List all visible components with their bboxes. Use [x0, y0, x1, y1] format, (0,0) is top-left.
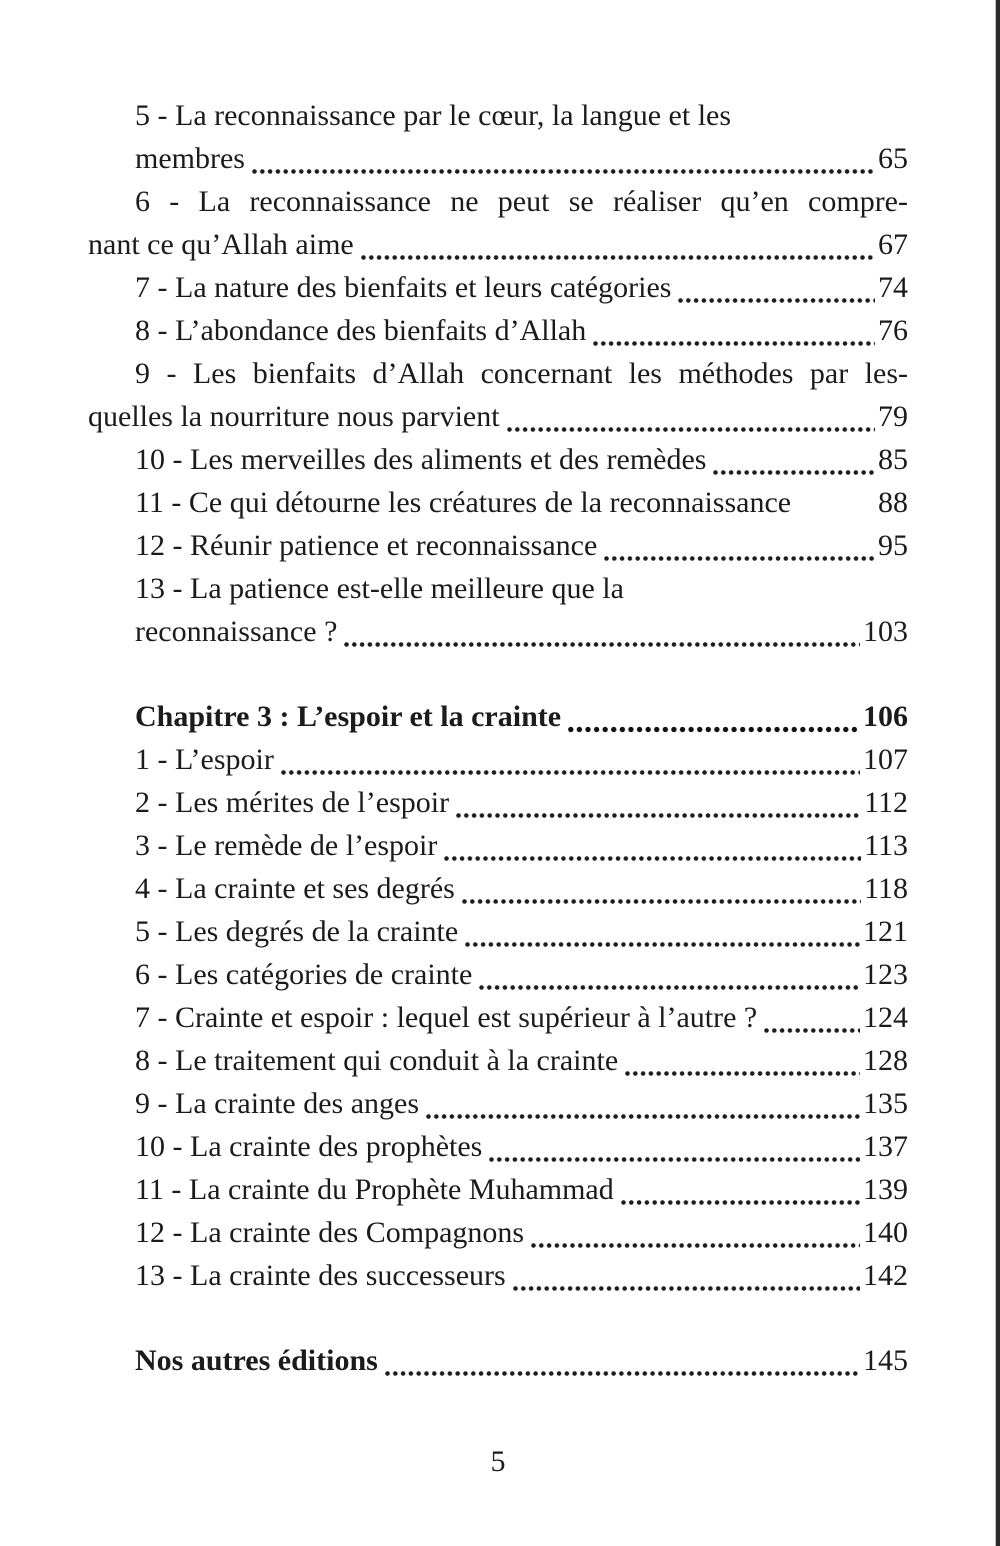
- dot-leader: [252, 167, 875, 176]
- toc-page-number: 76: [878, 314, 908, 347]
- toc-entry: [88, 266, 908, 309]
- dot-leader: [531, 1241, 860, 1250]
- toc-entry: [88, 996, 908, 1039]
- toc-entry: [88, 1254, 908, 1297]
- toc-entry-label: 8 - L’abondance des bienfaits d’Allah: [135, 314, 587, 347]
- toc-entry: [88, 137, 908, 180]
- toc-section-gap: [88, 653, 908, 695]
- toc-page-number: 128: [863, 1044, 908, 1077]
- toc-entry: [88, 481, 908, 524]
- dot-leader: [385, 1369, 860, 1378]
- toc-entry: [88, 223, 908, 266]
- toc-entry-label: 2 - Les mérites de l’espoir: [135, 786, 450, 819]
- toc-entry-label: reconnaissance ?: [135, 615, 338, 648]
- dot-leader: [798, 511, 875, 520]
- dot-leader: [281, 768, 860, 777]
- toc-entry: [88, 1082, 908, 1125]
- toc-entry-label: quelles la nourriture nous parvient: [88, 400, 500, 433]
- toc-page-number: 74: [878, 271, 908, 304]
- toc-entry: [88, 910, 908, 953]
- toc-page-number: 145: [863, 1344, 908, 1377]
- toc-entry-label: 1 - L’espoir: [135, 743, 274, 776]
- toc-entry: [88, 610, 908, 653]
- toc-page-number: 124: [863, 1001, 908, 1034]
- toc-page-number: 67: [878, 228, 908, 261]
- toc-line-text: 6 - La reconnaissance ne peut se réaliser qu’en compre-: [135, 185, 908, 218]
- toc-page-number: 113: [864, 829, 908, 862]
- toc-entry-label: 7 - Crainte et espoir : lequel est supérieur à l’autre ?: [135, 1001, 758, 1034]
- toc-entry-label: 10 - La crainte des prophètes: [135, 1130, 483, 1163]
- dot-leader: [593, 339, 875, 348]
- dot-leader: [678, 296, 875, 305]
- toc-entry: [88, 867, 908, 910]
- dot-leader: [489, 1155, 860, 1164]
- toc-page-number: 135: [863, 1087, 908, 1120]
- dot-leader: [764, 1026, 860, 1035]
- toc-entry: [88, 695, 908, 738]
- toc-page-number: 118: [864, 872, 908, 905]
- toc-entry: [88, 824, 908, 867]
- dot-leader: [426, 1112, 860, 1121]
- dot-leader: [462, 897, 861, 906]
- dot-leader: [621, 1198, 860, 1207]
- folio-page-number: 5: [490, 1445, 506, 1478]
- toc-entry-label: nant ce qu’Allah aime: [88, 228, 354, 261]
- toc-lines: [88, 94, 908, 1382]
- toc-page-number: 139: [863, 1173, 908, 1206]
- toc-page-number: 140: [863, 1216, 908, 1249]
- toc-section-gap: [88, 1297, 908, 1339]
- toc-entry-label: 9 - La crainte des anges: [135, 1087, 420, 1120]
- toc-page-number: 65: [878, 142, 908, 175]
- toc-page-number: 112: [864, 786, 908, 819]
- toc-entry-label: 8 - Le traitement qui conduit à la crainte: [135, 1044, 619, 1077]
- toc-entry-label: 10 - Les merveilles des aliments et des remèdes: [135, 443, 707, 476]
- dot-leader: [713, 468, 875, 477]
- toc-entry: [88, 1211, 908, 1254]
- toc-entry-label: 11 - La crainte du Prophète Muhammad: [135, 1173, 614, 1206]
- toc-entry: [88, 309, 908, 352]
- toc-page-number: 85: [878, 443, 908, 476]
- toc-entry-label: membres: [135, 142, 245, 175]
- toc-entry: [88, 1339, 908, 1382]
- toc-entry-label: 12 - La crainte des Compagnons: [135, 1216, 525, 1249]
- toc-line-text: 13 - La patience est-elle meilleure que la: [135, 572, 624, 605]
- toc-entry-label: 13 - La crainte des successeurs: [135, 1259, 506, 1292]
- toc-entry: [88, 1168, 908, 1211]
- toc-entry-label: 4 - La crainte et ses degrés: [135, 872, 455, 905]
- toc-page-number: 95: [878, 529, 908, 562]
- dot-leader: [444, 854, 861, 863]
- toc-entry-label: 6 - Les catégories de crainte: [135, 958, 473, 991]
- toc-page-number: 107: [863, 743, 908, 776]
- dot-leader: [361, 253, 875, 262]
- toc-entry-label: 12 - Réunir patience et reconnaissance: [135, 529, 598, 562]
- toc-entry-label: Chapitre 3 : L’espoir et la crainte: [135, 700, 562, 733]
- page-edge-line: [995, 0, 1000, 1546]
- table-of-contents: [88, 94, 908, 1483]
- toc-page-number: 106: [863, 700, 908, 733]
- dot-leader: [513, 1284, 860, 1293]
- dot-leader: [479, 983, 860, 992]
- toc-entry: [88, 524, 908, 567]
- toc-entry-label: 3 - Le remède de l’espoir: [135, 829, 438, 862]
- dot-leader: [625, 1069, 860, 1078]
- toc-page-number: 123: [863, 958, 908, 991]
- toc-entry: [88, 1039, 908, 1082]
- toc-entry-label: Nos autres éditions: [135, 1344, 378, 1377]
- dot-leader: [456, 811, 861, 820]
- toc-page-number: 103: [863, 615, 908, 648]
- toc-entry: [88, 953, 908, 996]
- toc-page-number: 79: [878, 400, 908, 433]
- toc-entry: [88, 438, 908, 481]
- toc-entry: [88, 1125, 908, 1168]
- dot-leader: [604, 554, 875, 563]
- toc-page-number: 142: [863, 1259, 908, 1292]
- toc-page-number: 88: [878, 486, 908, 519]
- toc-entry: [88, 738, 908, 781]
- dot-leader: [568, 725, 860, 734]
- toc-line-text: 5 - La reconnaissance par le cœur, la langue et les: [135, 99, 732, 132]
- toc-entry: [88, 781, 908, 824]
- toc-entry-label: 5 - Les degrés de la crainte: [135, 915, 459, 948]
- toc-page-number: 137: [863, 1130, 908, 1163]
- toc-page-number: 121: [863, 915, 908, 948]
- toc-entry-label: 11 - Ce qui détourne les créatures de la reconnaissance: [135, 486, 792, 519]
- toc-entry-label: 7 - La nature des bienfaits et leurs catégories: [135, 271, 672, 304]
- toc-entry: [88, 395, 908, 438]
- toc-line-text: 9 - Les bienfaits d’Allah concernant les méthodes par les-: [135, 357, 908, 390]
- dot-leader: [344, 640, 860, 649]
- dot-leader: [507, 425, 875, 434]
- dot-leader: [465, 940, 860, 949]
